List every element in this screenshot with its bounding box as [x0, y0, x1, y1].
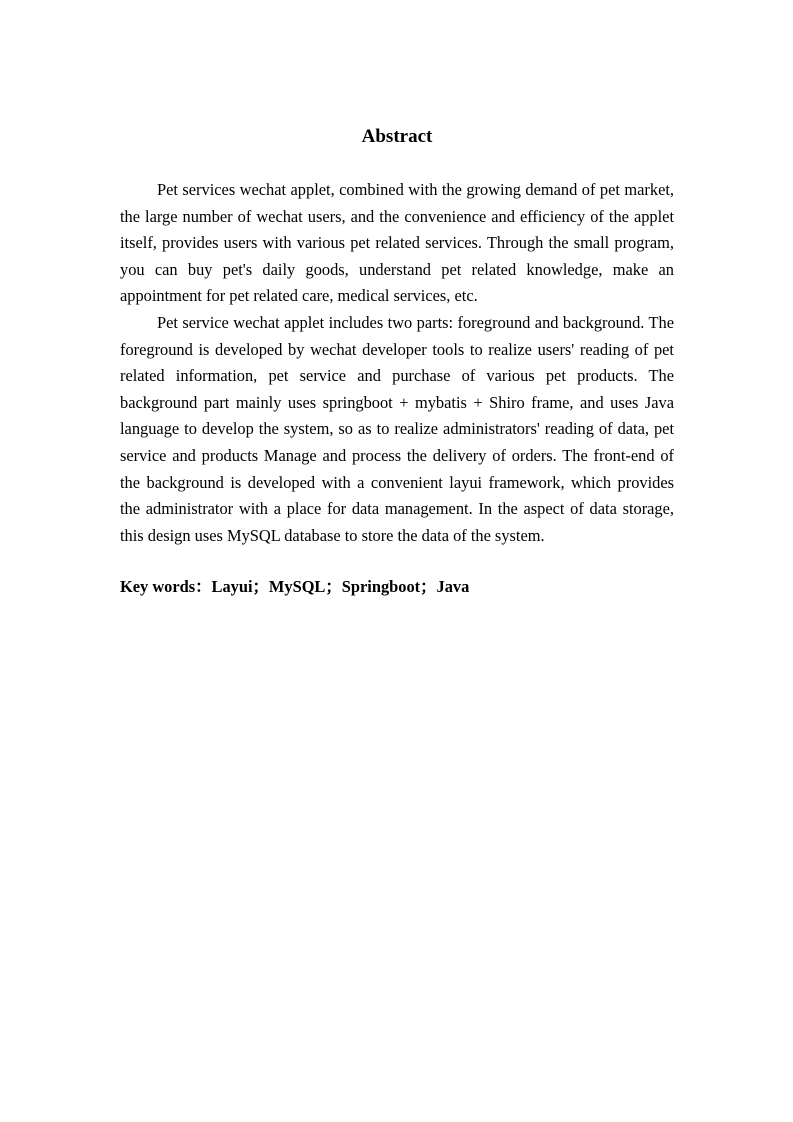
- keyword-item: MySQL: [268, 577, 326, 597]
- abstract-paragraph-1: Pet services wechat applet, combined with the growing demand of pet market, the large number of wechat users, and the convenience and efficiency of the applet itself, provides users with various pet related services. Through the small program, you can buy pet's daily goods, understand pet related knowledge, make an appointment for pet related care, medical services, etc.: [120, 180, 674, 306]
- abstract-section: [120, 124, 674, 600]
- keyword-item: Layui: [211, 577, 253, 597]
- abstract-paragraph-2: Pet service wechat applet includes two parts: foreground and background. The foreground is developed by wechat developer tools to realize users' reading of pet related information, pet service and purchase of various pet products. The background part mainly uses springboot + mybatis + Shiro frame, and uses Java language to develop the system, so as to realize administrators' reading of data, pet service and products Manage and process the delivery of orders. The front-end of the background is developed with a convenient layui framework, which provides the administrator with a place for data management. In the aspect of data storage, this design uses MySQL database to store the data of the system.: [120, 312, 674, 545]
- abstract-title: Abstract: [361, 126, 433, 147]
- keywords-label: Key words：: [120, 577, 212, 597]
- keyword-item: Springboot: [341, 577, 421, 597]
- keyword-separator: ；: [252, 577, 269, 597]
- keyword-separator: ；: [420, 577, 437, 597]
- keyword-separator: ；: [325, 577, 342, 597]
- keyword-item: Java: [436, 577, 470, 597]
- keywords-line: [120, 574, 674, 600]
